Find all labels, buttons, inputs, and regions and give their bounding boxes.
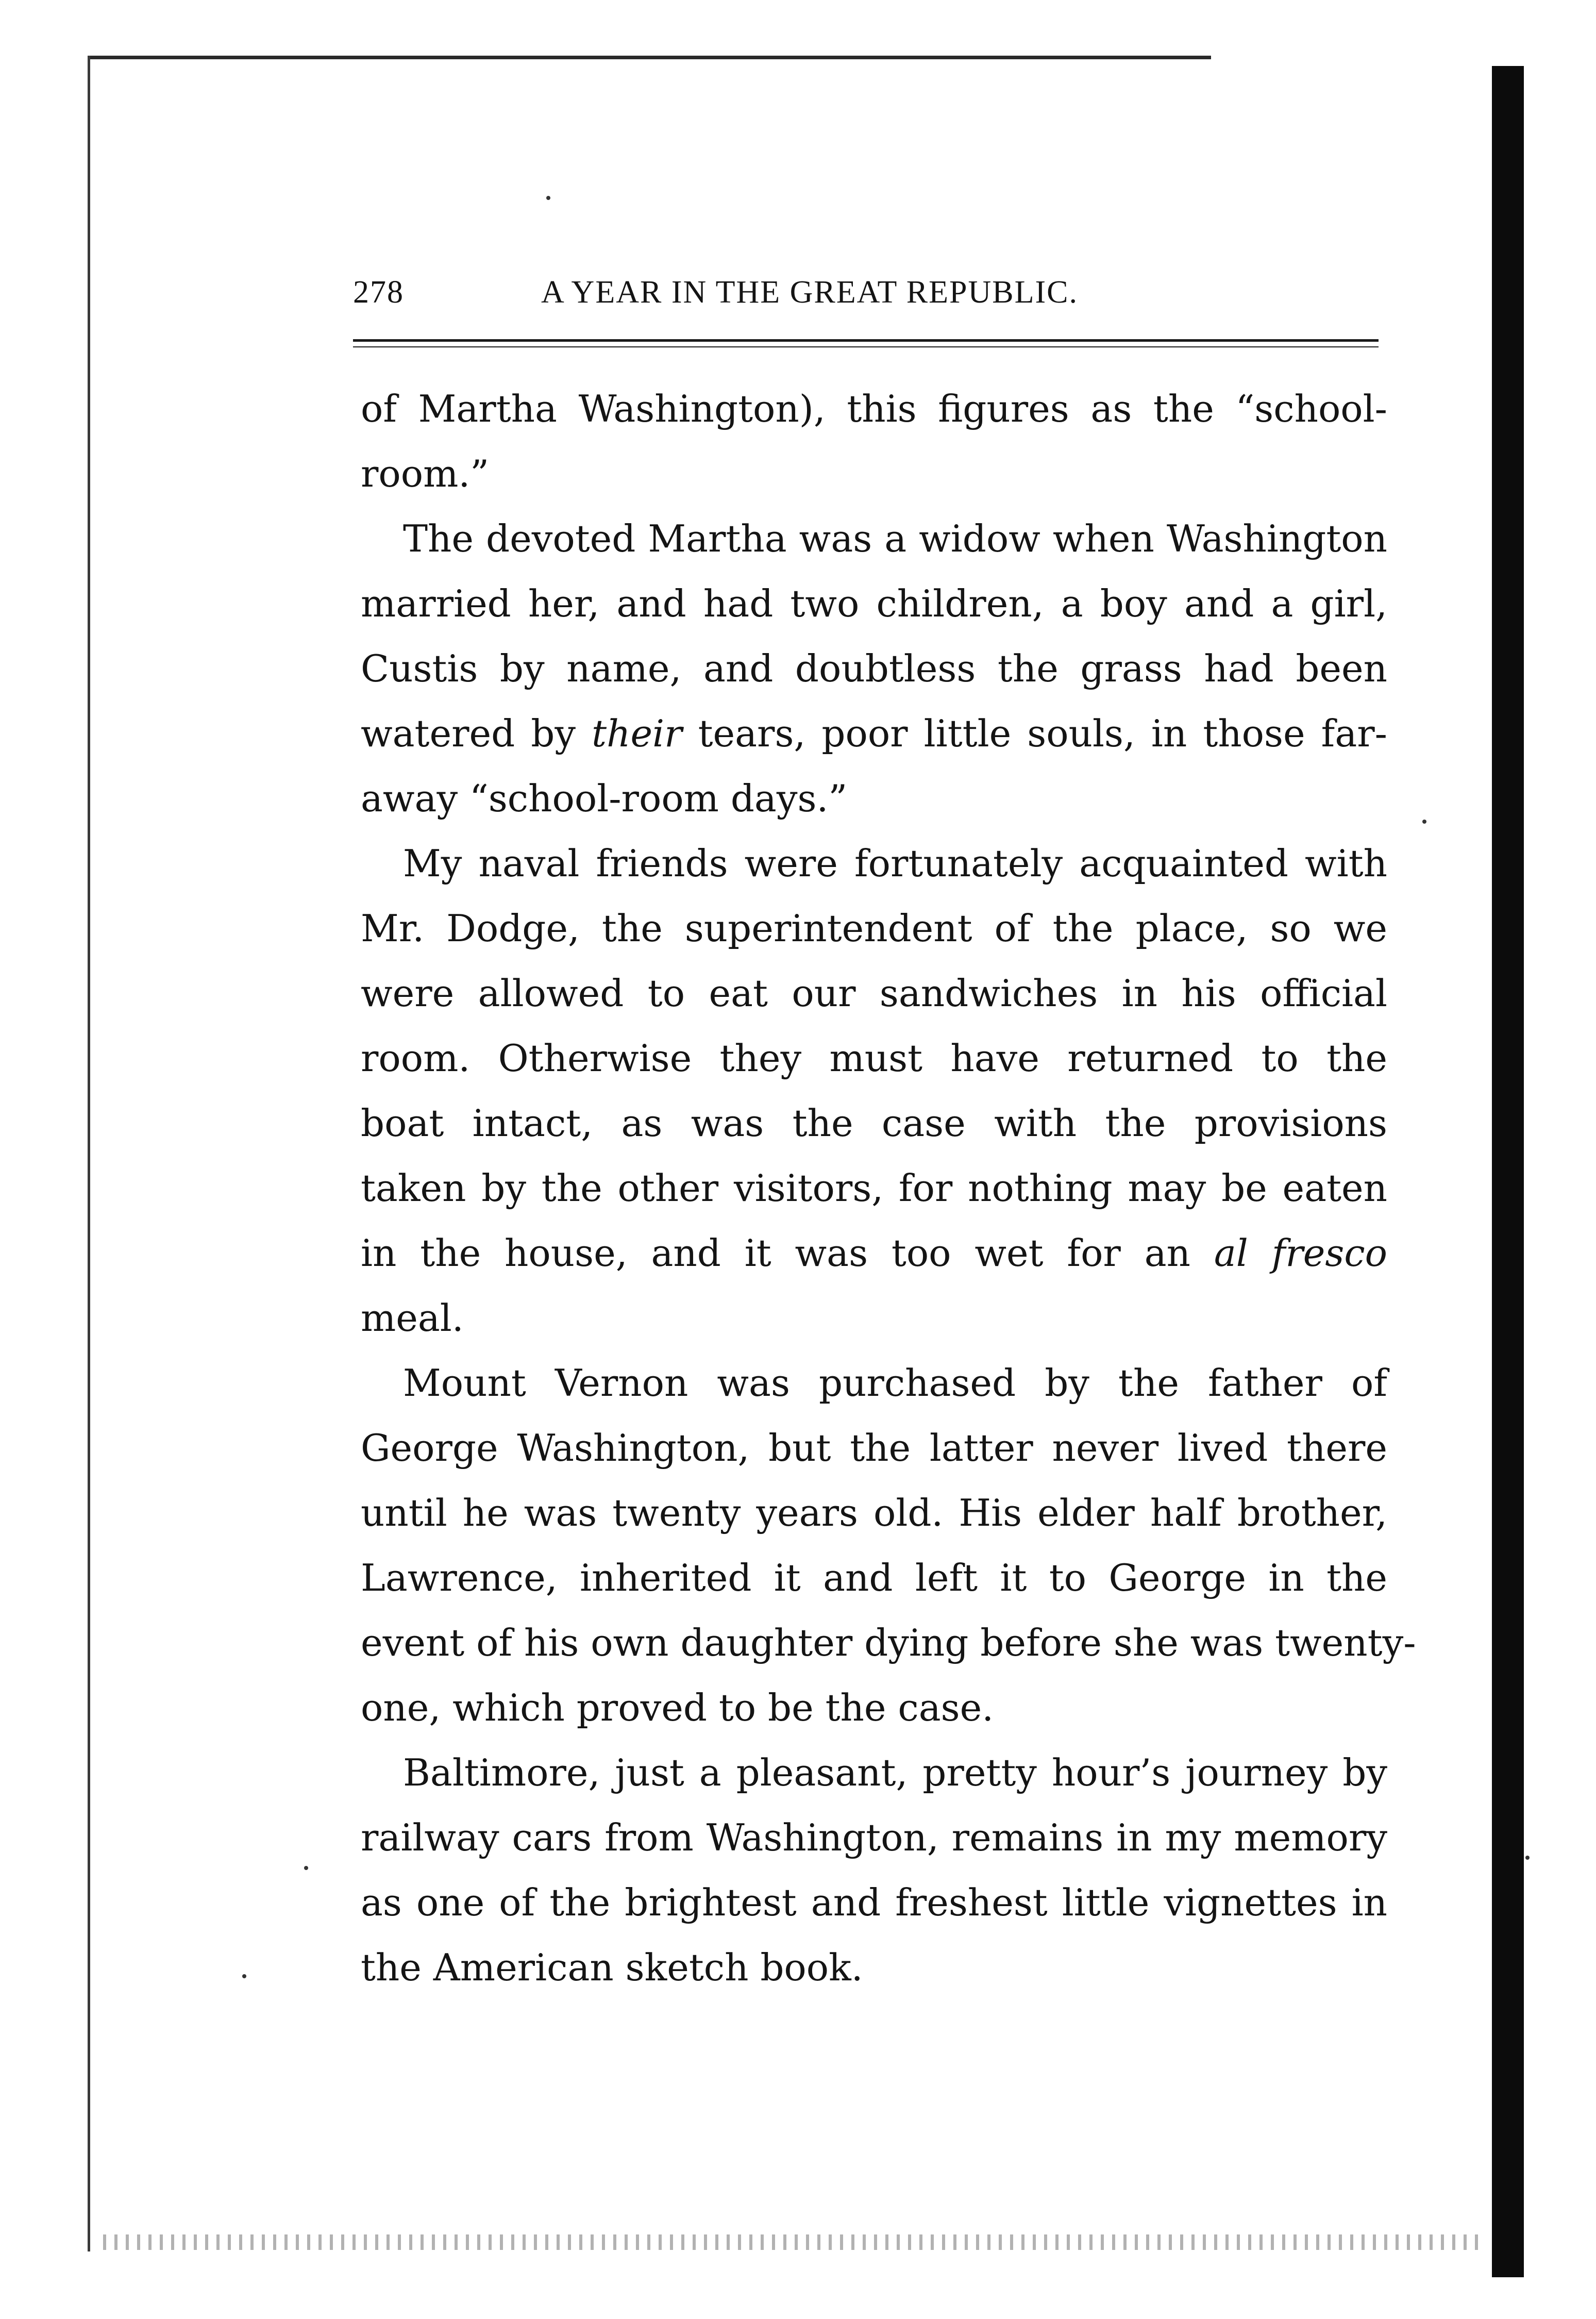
- text-line: [361, 1091, 1387, 1156]
- line-text: George Washington, but the latter never lived there: [361, 1426, 1387, 1470]
- line-text: Mr. Dodge, the superintendent of the place, so we: [361, 907, 1387, 950]
- line-text: My naval friends were fortunately acquainted with: [403, 842, 1387, 885]
- header-rule-thick: [353, 339, 1379, 342]
- line-text: until he was twenty years old. His elder half brother,: [361, 1491, 1387, 1534]
- line-text: room.”: [361, 452, 490, 495]
- line-text: tears, poor little souls, in those far-: [698, 712, 1387, 755]
- text-line: [361, 1935, 1387, 2000]
- text-line: [361, 1286, 1387, 1350]
- line-text: event of his own daughter dying before she was twenty-: [361, 1621, 1416, 1664]
- line-text: railway cars from Washington, remains in my memory: [361, 1816, 1387, 1859]
- line-text: of Martha Washington), this figures as the “school-: [361, 387, 1387, 430]
- line-text: Lawrence, inherited it and left it to George in the: [361, 1556, 1387, 1599]
- text-line: [361, 1805, 1387, 1870]
- text-line: [361, 1156, 1387, 1221]
- italic-text: al fresco: [1214, 1231, 1387, 1275]
- line-text: taken by the other visitors, for nothing may be eaten: [361, 1166, 1387, 1210]
- text-line: [361, 896, 1387, 961]
- paragraph-first-line: [361, 506, 1387, 571]
- scan-border-right: [1492, 66, 1524, 2277]
- paragraph-first-line: [361, 1350, 1387, 1415]
- line-text: The devoted Martha was a widow when Washington: [403, 517, 1387, 560]
- running-title: A YEAR IN THE GREAT REPUBLIC.: [541, 275, 1079, 310]
- scan-speck: [546, 196, 550, 200]
- text-line: [361, 376, 1387, 441]
- line-text: away “school-room days.”: [361, 777, 848, 820]
- scan-speck: [304, 1866, 308, 1870]
- text-line: [361, 1610, 1416, 1675]
- line-text: married her, and had two children, a boy and a girl,: [361, 582, 1387, 625]
- text-line: [361, 1415, 1387, 1480]
- page-number: 278: [353, 275, 404, 310]
- scan-border-top: [88, 56, 1211, 59]
- scan-speck: [242, 1974, 246, 1978]
- text-line: [361, 1545, 1387, 1610]
- text-line: [361, 1870, 1387, 1935]
- text-line: [361, 1026, 1387, 1091]
- line-text: Baltimore, just a pleasant, pretty hour’s journey by: [403, 1751, 1387, 1794]
- line-text: meal.: [361, 1296, 464, 1340]
- scan-bottom-smudge: [103, 2234, 1484, 2250]
- line-text: one, which proved to be the case.: [361, 1686, 994, 1729]
- text-line: [361, 636, 1387, 701]
- scan-speck: [1525, 1856, 1530, 1860]
- line-text: Custis by name, and doubtless the grass had been: [361, 647, 1387, 690]
- text-line: [361, 961, 1387, 1026]
- line-text: were allowed to eat our sandwiches in his official: [361, 972, 1387, 1015]
- text-line: [361, 1480, 1387, 1545]
- line-text: in the house, and it was too wet for an: [361, 1231, 1190, 1275]
- text-line: [361, 766, 1387, 831]
- text-line: [361, 701, 1387, 766]
- line-text: Mount Vernon was purchased by the father of: [403, 1361, 1387, 1405]
- line-text: watered by: [361, 712, 576, 755]
- body-text: [361, 376, 1416, 2000]
- line-text: room. Otherwise they must have returned to the: [361, 1037, 1387, 1080]
- scan-border-left: [88, 56, 90, 2251]
- line-text: boat intact, as was the case with the provisions: [361, 1102, 1387, 1145]
- text-line: [361, 441, 1387, 506]
- line-text: the American sketch book.: [361, 1946, 863, 1989]
- paragraph-first-line: [361, 1740, 1387, 1805]
- italic-text: their: [592, 712, 682, 755]
- text-line: [361, 1221, 1387, 1286]
- header-rule-thin: [353, 346, 1379, 347]
- paragraph-first-line: [361, 831, 1387, 896]
- scan-speck: [1422, 820, 1426, 824]
- text-line: [361, 571, 1387, 636]
- running-head: [353, 274, 1409, 321]
- text-line: [361, 1675, 1387, 1740]
- line-text: as one of the brightest and freshest little vignettes in: [361, 1881, 1387, 1924]
